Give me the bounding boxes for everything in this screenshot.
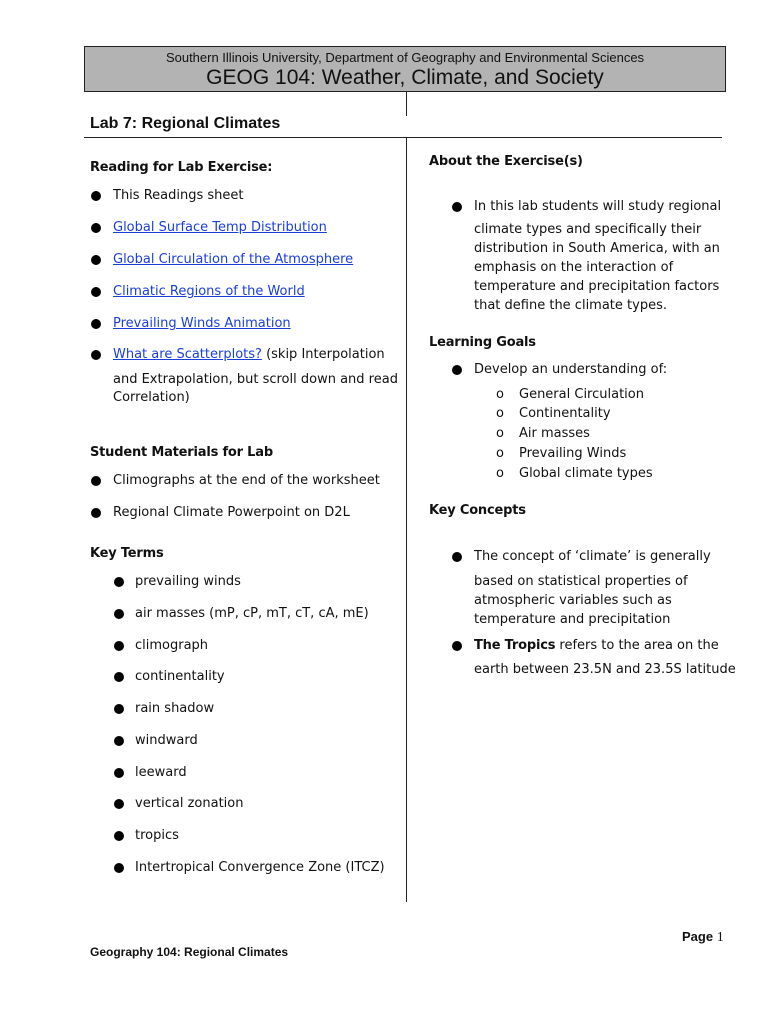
goal-item: Global climate types xyxy=(519,466,653,481)
about-text-line: temperature and precipitation factors xyxy=(474,279,720,294)
link-prevailing-winds-animation[interactable]: Prevailing Winds Animation xyxy=(113,316,291,331)
tropics-definition-line2: earth between 23.5N and 23.5S latitude xyxy=(474,662,736,677)
tropics-definition: refers to the area on the xyxy=(555,638,719,653)
bullet-icon xyxy=(91,319,101,329)
about-text-line: emphasis on the interaction of xyxy=(474,260,674,275)
sub-bullet-icon: o xyxy=(496,466,504,481)
bullet-icon xyxy=(91,223,101,233)
bullet-icon xyxy=(114,704,124,714)
footer-title: Geography 104: Regional Climates xyxy=(90,945,289,959)
goal-item: Prevailing Winds xyxy=(519,446,627,461)
goals-heading: Learning Goals xyxy=(429,335,536,350)
page-number-value: 1 xyxy=(716,930,724,945)
sub-bullet-icon: o xyxy=(496,406,504,421)
key-term: prevailing winds xyxy=(135,574,241,589)
about-text-line: climate types and specifically their xyxy=(474,222,702,237)
key-term: air masses (mP, cP, mT, cT, cA, mE) xyxy=(135,606,369,621)
concept-climate-line: The concept of ‘climate’ is generally xyxy=(474,549,711,564)
bullet-icon xyxy=(91,476,101,486)
page-label: Page xyxy=(682,929,714,944)
bullet-icon xyxy=(452,202,462,212)
bullet-icon xyxy=(114,831,124,841)
scatter-note-line2: and Extrapolation, but scroll down and read xyxy=(113,372,398,387)
lab-title: Lab 7: Regional Climates xyxy=(90,115,281,132)
reading-item-readings-sheet: This Readings sheet xyxy=(113,188,244,203)
key-terms-heading: Key Terms xyxy=(90,546,164,561)
bullet-icon xyxy=(91,287,101,297)
concept-climate-line: based on statistical properties of xyxy=(474,574,688,589)
link-global-surface-temp[interactable]: Global Surface Temp Distribution xyxy=(113,220,327,235)
bullet-icon xyxy=(452,552,462,562)
sub-bullet-icon: o xyxy=(496,387,504,402)
bullet-icon xyxy=(114,736,124,746)
bullet-icon xyxy=(114,577,124,587)
concept-climate-line: temperature and precipitation xyxy=(474,612,671,627)
sub-bullet-icon: o xyxy=(496,426,504,441)
bullet-icon xyxy=(452,641,462,651)
key-term: Intertropical Convergence Zone (ITCZ) xyxy=(135,860,385,875)
materials-heading: Student Materials for Lab xyxy=(90,445,273,460)
key-term: climograph xyxy=(135,638,209,653)
about-heading: About the Exercise(s) xyxy=(429,154,583,169)
key-term: windward xyxy=(135,733,198,748)
course-header xyxy=(84,46,726,92)
key-term: leeward xyxy=(135,765,187,780)
sub-bullet-icon: o xyxy=(496,446,504,461)
bullet-icon xyxy=(91,350,101,360)
link-climatic-regions[interactable]: Climatic Regions of the World xyxy=(113,284,305,299)
bullet-icon xyxy=(114,641,124,651)
bullet-icon xyxy=(114,672,124,682)
key-term: rain shadow xyxy=(135,701,215,716)
about-text-line: that define the climate types. xyxy=(474,298,667,313)
institution-name: Southern Illinois University, Department of Geography and Environmental Sciences xyxy=(165,50,645,65)
bullet-icon xyxy=(114,768,124,778)
concept-tropics xyxy=(474,635,719,656)
scatter-note-line3: Correlation) xyxy=(113,390,190,405)
link-global-circulation[interactable]: Global Circulation of the Atmosphere xyxy=(113,252,354,267)
goal-item: Air masses xyxy=(519,426,590,441)
column-divider xyxy=(406,138,407,902)
concepts-heading: Key Concepts xyxy=(429,503,526,518)
bullet-icon xyxy=(91,508,101,518)
reading-heading: Reading for Lab Exercise: xyxy=(90,160,273,175)
key-term: continentality xyxy=(135,669,225,684)
bullet-icon xyxy=(452,365,462,375)
bullet-icon xyxy=(114,609,124,619)
course-title: GEOG 104: Weather, Climate, and Society xyxy=(206,66,604,89)
concept-climate-line: atmospheric variables such as xyxy=(474,593,672,608)
goal-item: General Circulation xyxy=(519,387,644,402)
key-term: tropics xyxy=(135,828,179,843)
goals-intro: Develop an understanding of: xyxy=(474,362,668,377)
about-text-line: In this lab students will study regional xyxy=(474,199,722,214)
bullet-icon xyxy=(91,255,101,265)
link-scatterplots[interactable]: What are Scatterplots? xyxy=(113,347,262,362)
materials-item-climographs: Climographs at the end of the worksheet xyxy=(113,473,380,488)
page-number xyxy=(682,929,724,946)
goal-item: Continentality xyxy=(519,406,611,421)
bullet-icon xyxy=(114,863,124,873)
bullet-icon xyxy=(114,799,124,809)
scatter-note: (skip Interpolation xyxy=(261,347,385,362)
column-divider-top xyxy=(406,92,407,116)
about-text-line: distribution in South America, with an xyxy=(474,241,720,256)
title-rule xyxy=(84,137,722,138)
materials-item-powerpoint: Regional Climate Powerpoint on D2L xyxy=(113,505,350,520)
reading-item-scatterplots xyxy=(113,344,385,365)
tropics-term: The Tropics xyxy=(474,638,556,653)
key-term: vertical zonation xyxy=(135,796,244,811)
bullet-icon xyxy=(91,191,101,201)
